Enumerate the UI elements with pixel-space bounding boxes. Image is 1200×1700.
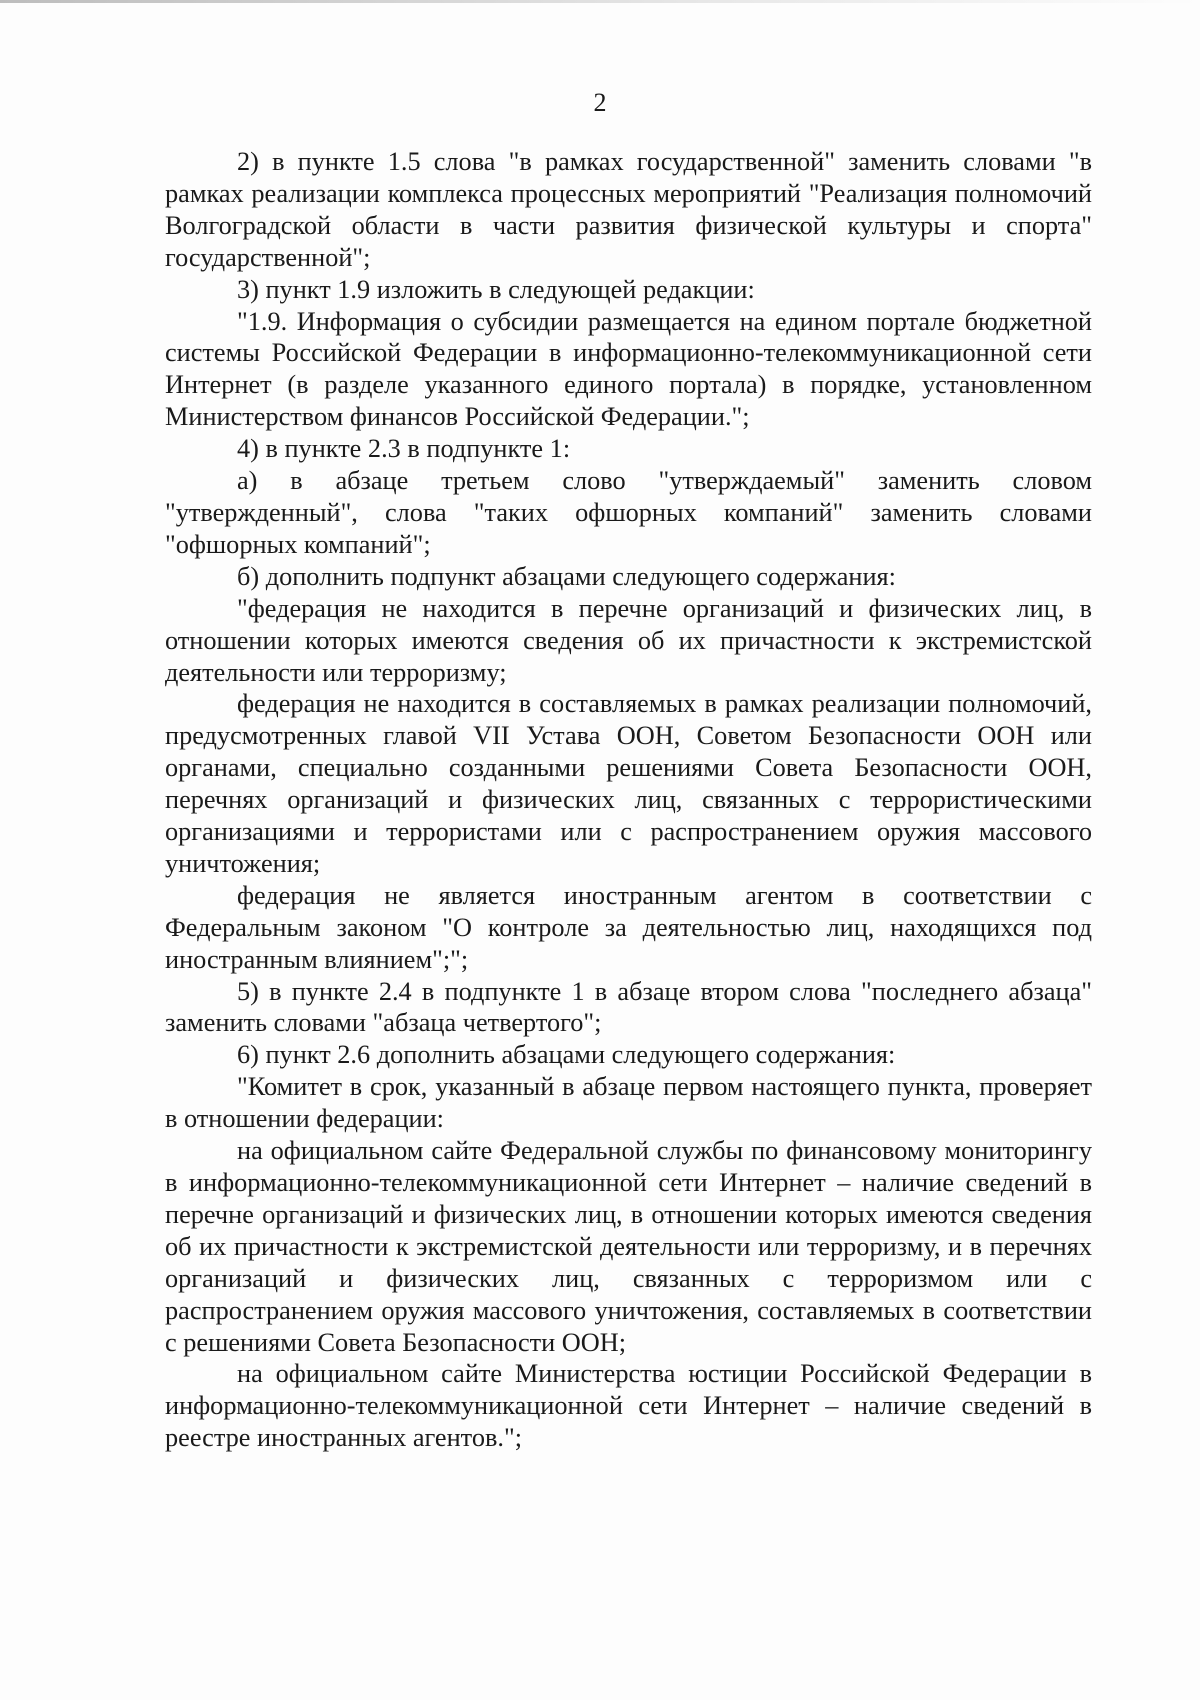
paragraph-item-6: 6) пункт 2.6 дополнить абзацами следующего содержания: [237, 1040, 896, 1070]
paragraph-item-4: 4) в пункте 2.3 в подпункте 1: [237, 434, 571, 464]
scan-top-edge [0, 0, 1200, 3]
paragraph-committee-check: "Комитет в срок, указанный в абзаце первом настоящего пункта, проверяет в отношении федерации: [165, 1072, 1092, 1134]
paragraph-extremism-list: "федерация не находится в перечне организаций и физических лиц, в отношении которых имеются сведения об их причастности к экстремистской деятельности или терроризму; [165, 593, 1092, 687]
paragraph-un-security-council: федерация не находится в составляемых в рамках реализации полномочий, предусмотренных главой VII Устава ООН, Советом Безопасности ООН или органами, специально созданными решениями Совета Безопасности ООН, перечнях организаций и физических лиц, связанных с террористическими организациями и террористами или с распространением оружия массового уничтожения; [165, 689, 1092, 878]
paragraph-item-3: 3) пункт 1.9 изложить в следующей редакции: [237, 274, 755, 304]
paragraph-item-2: 2) в пункте 1.5 слова "в рамках государственной" заменить словами "в рамках реализации комплекса процессных мероприятий "Реализация полномочий Волгоградской области в части развития физической культуры и спорта" государственной"; [165, 147, 1092, 272]
paragraph-foreign-agent: федерация не является иностранным агентом в соответствии с Федеральным законом "О контроле за деятельностью лиц, находящихся под иностранным влиянием";"; [165, 880, 1092, 974]
document-body [165, 146, 1092, 1454]
paragraph-subitem-b: б) дополнить подпункт абзацами следующего содержания: [237, 561, 896, 591]
paragraph-rosfinmonitoring: на официальном сайте Федеральной службы по финансовому мониторингу в информационно-телекоммуникационной сети Интернет – наличие сведений в перечне организаций и физических лиц, в отношении которых имеются сведения об их причастности к экстремистской деятельности или терроризму, и в перечнях организаций и физических лиц, связанных с терроризмом или с распространением оружия массового уничтожения, составляемых в соответствии с решениями Совета Безопасности ООН; [165, 1136, 1092, 1357]
page-number: 2 [593, 88, 607, 117]
paragraph-item-1-9-text: "1.9. Информация о субсидии размещается на едином портале бюджетной системы Российской Федерации в информационно-телекоммуникационной сети Интернет (в разделе указанного единого портала) в порядке, установленном Министерством финансов Российской Федерации."; [165, 306, 1092, 432]
paragraph-subitem-a: а) в абзаце третьем слово "утверждаемый" заменить словом "утвержденный", слова "таких офшорных компаний" заменить словами "офшорных компаний"; [165, 466, 1092, 559]
paragraph-ministry-of-justice: на официальном сайте Министерства юстиции Российской Федерации в информационно-телекоммуникационной сети Интернет – наличие сведений в реестре иностранных агентов."; [165, 1359, 1092, 1453]
paragraph-item-5: 5) в пункте 2.4 в подпункте 1 в абзаце втором слова "последнего абзаца" заменить словами "абзаца четвертого"; [165, 976, 1092, 1038]
